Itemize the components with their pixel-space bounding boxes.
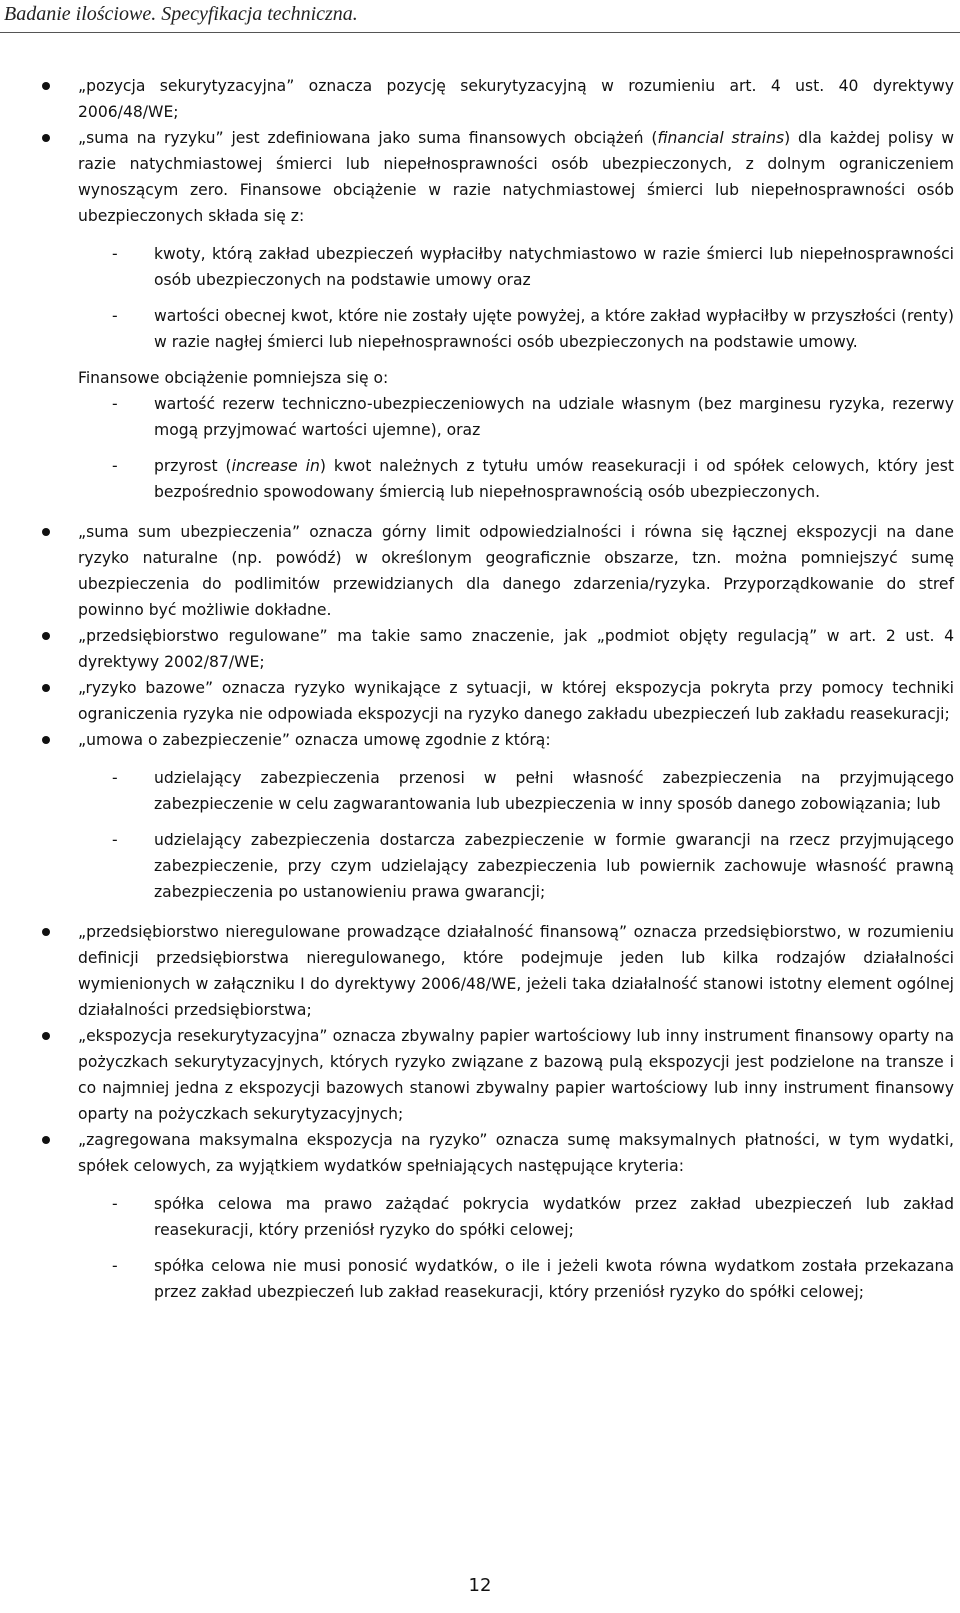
dash-marker: - xyxy=(112,1257,118,1275)
document-body xyxy=(78,73,954,1319)
dash-list xyxy=(78,1191,954,1305)
page-header xyxy=(0,0,960,33)
dash-item: - spółka celowa nie musi ponosić wydatków, o ile i jeżeli kwota równa wydatkom została przekazana przez zakład ubezpieczeń lub zakład reasekuracji, który przeniósł ryzyko do spółki celowej; xyxy=(78,1253,954,1305)
page-number: 12 xyxy=(468,1575,492,1596)
dash-marker: - xyxy=(112,245,118,263)
dash-item: - przyrost (increase in) kwot należnych z tytułu umów reasekuracji i od spółek celowych, który jest bezpośrednio spowodowany śmiercią lub niepełnosprawnością osób ubezpieczonych. xyxy=(78,453,954,505)
bullet-pozycja-sekurytyzacyjna: „pozycja sekurytyzacyjna” oznacza pozycję sekurytyzacyjną w rozumieniu art. 4 ust. 40 dyrektywy 2006/48/WE; xyxy=(78,73,954,125)
dash-item: - wartości obecnej kwot, które nie zostały ujęte powyżej, a które zakład wypłaciłby w przyszłości (renty) w razie nagłej śmierci lub niepełnosprawności osób ubezpieczonych na podstawie umowy. xyxy=(78,303,954,355)
dash-item: - spółka celowa ma prawo zażądać pokrycia wydatków przez zakład ubezpieczeń lub zakład reasekuracji, który przeniósł ryzyko do spółki celowej; xyxy=(78,1191,954,1243)
dash-list xyxy=(78,391,954,505)
dash-item: - kwoty, którą zakład ubezpieczeń wypłaciłby natychmiastowo w razie śmierci lub niepełnosprawności osób ubezpieczonych na podstawie umowy oraz xyxy=(78,241,954,293)
dash-marker: - xyxy=(112,307,118,325)
bullet-przedsiebiorstwo-regulowane: „przedsiębiorstwo regulowane” ma takie samo znaczenie, jak „podmiot objęty regulacją” w art. 2 ust. 4 dyrektywy 2002/87/WE; xyxy=(78,623,954,675)
bullet-przedsiebiorstwo-nieregulowane: „przedsiębiorstwo nieregulowane prowadzące działalność finansową” oznacza przedsiębiorstwo, w rozumieniu definicji przedsiębiorstwa nieregulowanego, które podejmuje jeden lub kilka rodzajów działalności wymienionych w załączniku I do dyrektywy 2006/48/WE, jeżeli taka działalność stanowi istotny element ogólnej działalności przedsiębiorstwa; xyxy=(78,919,954,1023)
dash-list xyxy=(78,765,954,905)
bullet-ekspozycja-resekurytyzacyjna: „ekspozycja resekurytyzacyjna” oznacza zbywalny papier wartościowy lub inny instrument finansowy oparty na pożyczkach sekurytyzacyjnych, których ryzyko związane z bazową pulą ekspozycji jest podzielone na transze i co najmniej jedna z ekspozycji bazowych stanowi zbywalny papier wartościowy lub inny instrument finansowy oparty na pożyczkach sekurytyzacyjnych; xyxy=(78,1023,954,1127)
bullet-umowa-o-zabezpieczenie: „umowa o zabezpieczenie” oznacza umowę zgodnie z którą: - udzielający zabezpieczenia przenosi w pełni własność zabezpieczenia na przyjmującego zabezpieczenie w celu zagwarantowania lub ubezpieczenia w inny sposób danego zobowiązania; lub - udzielający zabezpieczenia dostarcza zabezpieczenie w formie gwarancji na rzecz przyjmującego zabezpieczenie, przy czym udzielający zabezpieczenia lub powiernik zachowuje własność prawną zabezpieczenia po ustanowieniu prawa gwarancji; xyxy=(78,727,954,905)
dash-marker: - xyxy=(112,1195,118,1213)
bullet-ryzyko-bazowe: „ryzyko bazowe” oznacza ryzyko wynikające z sytuacji, w której ekspozycja pokryta przy pomocy techniki ograniczenia ryzyka nie odpowiada ekspozycji na ryzyko danego zakładu ubezpieczeń lub zakładu reasekuracji; xyxy=(78,675,954,727)
dash-marker: - xyxy=(112,395,118,413)
dash-marker: - xyxy=(112,769,118,787)
bullet-zagregowana-ekspozycja: „zagregowana maksymalna ekspozycja na ryzyko” oznacza sumę maksymalnych płatności, w tym wydatki, spółek celowych, za wyjątkiem wydatków spełniających następujące kryteria: - spółka celowa ma prawo zażądać pokrycia wydatków przez zakład ubezpieczeń lub zakład reasekuracji, który przeniósł ryzyko do spółki celowej; - spółka celowa nie musi ponosić wydatków, o ile i jeżeli kwota równa wydatkom została przekazana przez zakład ubezpieczeń lub zakład reasekuracji, który przeniósł ryzyko do spółki celowej; xyxy=(78,1127,954,1305)
dash-list xyxy=(78,241,954,355)
bullet-text: „suma na ryzyku” jest zdefiniowana jako suma finansowych obciążeń (financial strains) dla każdej polisy w razie natychmiastowej śmierci lub niepełnosprawności osób ubezpieczonych, z dolnym ograniczeniem wynoszącym zero. Finansowe obciążenie w razie natychmiastowej śmierci lub niepełnosprawności osób ubezpieczonych składa się z: xyxy=(78,129,955,225)
dash-item: - udzielający zabezpieczenia dostarcza zabezpieczenie w formie gwarancji na rzecz przyjmującego zabezpieczenie, przy czym udzielający zabezpieczenia lub powiernik zachowuje własność prawną zabezpieczenia po ustanowieniu prawa gwarancji; xyxy=(78,827,954,905)
paragraph-obciazenie-pomniejsza: Finansowe obciążenie pomniejsza się o: xyxy=(78,369,389,387)
header-title: Badanie ilościowe. Specyfikacja techniczna. xyxy=(4,3,358,25)
dash-item: - wartość rezerw techniczno-ubezpieczeniowych na udziale własnym (bez marginesu ryzyka, rezerwy mogą przyjmować wartości ujemne), oraz xyxy=(78,391,954,443)
dash-item: - udzielający zabezpieczenia przenosi w pełni własność zabezpieczenia na przyjmującego zabezpieczenie w celu zagwarantowania lub ubezpieczenia w inny sposób danego zobowiązania; lub xyxy=(78,765,954,817)
bullet-suma-na-ryzyku xyxy=(78,125,954,505)
bullet-suma-sum-ubezpieczenia: „suma sum ubezpieczenia” oznacza górny limit odpowiedzialności i równa się łącznej ekspozycji na dane ryzyko naturalne (np. powódź) w określonym geograficznie obszarze, tzn. można pomniejszyć sumę ubezpieczenia do podlimitów przewidzianych dla danego zdarzenia/ryzyka. Przyporządkowanie do stref powinno być możliwie dokładne. xyxy=(78,519,954,623)
dash-marker: - xyxy=(112,457,118,475)
dash-marker: - xyxy=(112,831,118,849)
